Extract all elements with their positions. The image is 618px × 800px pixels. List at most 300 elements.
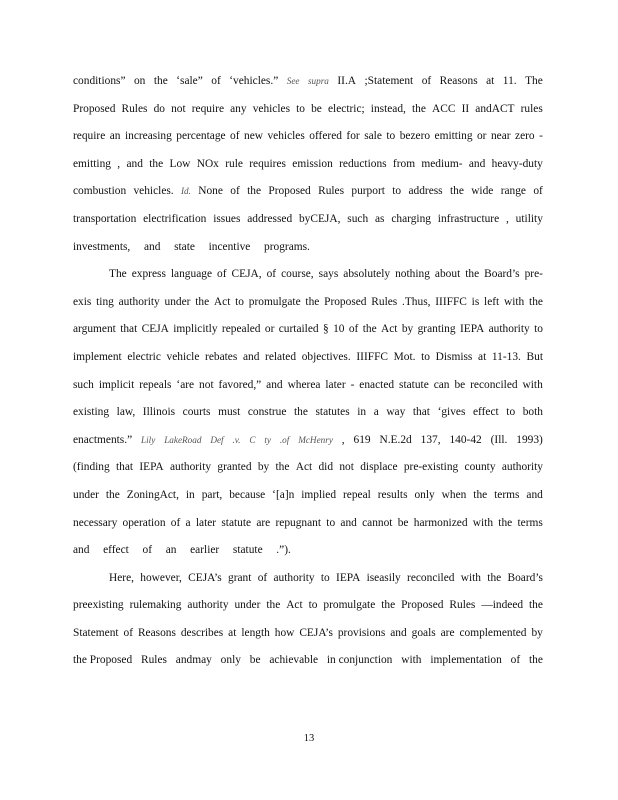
word: percentage: [176, 130, 226, 143]
word: Proposed: [73, 102, 116, 115]
word: the: [247, 185, 262, 198]
word: None: [198, 185, 223, 198]
word: on: [133, 75, 146, 87]
word: not: [171, 102, 186, 115]
word: LakeRoad: [164, 434, 202, 445]
word: promulgate: [323, 599, 376, 612]
word: or: [476, 130, 487, 143]
word: addressed: [247, 212, 293, 225]
word: vehicles: [252, 102, 291, 115]
word: ‘are: [176, 378, 195, 391]
word: results: [377, 488, 408, 501]
word: reconciled: [470, 378, 518, 391]
word: length: [241, 626, 270, 639]
word: ‘sale”: [176, 75, 203, 87]
word: CEJA’s: [299, 626, 333, 639]
text-line: [73, 510, 543, 538]
word: the: [153, 75, 168, 87]
text-line: [73, 565, 543, 593]
word: favored,”: [218, 378, 262, 391]
word: rulemaking: [129, 599, 182, 612]
word: of: [123, 626, 133, 639]
word: utility: [515, 212, 543, 225]
word: operation: [122, 516, 166, 529]
word: IEPA: [139, 461, 164, 474]
word: necessary: [73, 516, 118, 529]
word: that: [116, 461, 134, 474]
word: promulgate: [248, 295, 301, 308]
word: emitting: [73, 157, 111, 170]
word: implicitly: [173, 323, 218, 336]
word: of: [211, 75, 221, 87]
word: not: [339, 461, 354, 474]
word: Lily: [141, 434, 156, 445]
word: the: [412, 102, 426, 115]
word: Act: [295, 461, 313, 474]
word: under: [234, 599, 261, 612]
word: ZoningAct,: [126, 488, 179, 501]
word: are: [256, 516, 271, 529]
word: says: [318, 268, 339, 281]
body-text: [73, 68, 543, 675]
word: C: [249, 434, 256, 445]
word: can: [433, 378, 450, 391]
word: in: [185, 488, 195, 501]
text-line: [73, 372, 543, 400]
word: in conjunction: [326, 654, 393, 667]
word: medium-: [421, 157, 463, 170]
word: .Thus,: [402, 295, 431, 308]
word: ‘vehicles.”: [229, 75, 279, 87]
word: the: [266, 599, 281, 612]
word: 619: [353, 433, 371, 446]
text-line: [73, 206, 543, 234]
word: investments,: [73, 240, 131, 253]
word: any: [230, 102, 247, 115]
word: of: [217, 268, 227, 281]
word: rebates: [205, 350, 238, 363]
text-line: [73, 620, 543, 648]
word: harmonized: [413, 516, 468, 529]
word: of: [266, 268, 277, 281]
word: vehicles.: [133, 185, 174, 198]
word: achievable: [269, 654, 319, 667]
word: range: [500, 185, 526, 198]
word: authority: [501, 461, 543, 474]
word: the: [149, 157, 164, 170]
word: the: [465, 268, 480, 281]
word: Rules: [141, 654, 167, 667]
word: See: [286, 76, 300, 86]
word: charging: [391, 212, 431, 225]
word: the: [305, 295, 320, 308]
word: authority: [169, 461, 212, 474]
word: 10: [333, 323, 345, 336]
word: state: [174, 240, 195, 253]
word: require: [73, 130, 106, 143]
word: are: [440, 626, 455, 639]
word: preexisting: [73, 599, 124, 612]
word: The: [525, 75, 543, 87]
word: Rules: [371, 295, 398, 308]
word: implied: [301, 488, 337, 501]
text-line: [73, 592, 543, 620]
word: .”).: [276, 544, 291, 557]
word: the Proposed: [73, 654, 133, 667]
word: Proposed: [324, 295, 367, 308]
word: express: [131, 268, 166, 281]
word: granting: [417, 323, 456, 336]
word: ACC: [432, 102, 456, 115]
word: (Ill.: [490, 433, 508, 446]
word: objectives.: [301, 350, 351, 363]
word: 1993): [516, 433, 543, 446]
word: incentive: [208, 240, 251, 253]
word: implement: [73, 350, 122, 363]
word: as: [374, 212, 385, 225]
word: ,: [117, 157, 121, 170]
word: courts: [182, 406, 211, 419]
word: with: [522, 378, 543, 391]
word: to: [506, 406, 516, 419]
word: CEJA’s: [188, 571, 222, 584]
word: IIIFFC: [435, 295, 467, 308]
word: infrastructure: [437, 212, 500, 225]
word: enacted: [359, 378, 395, 391]
word: complemented: [459, 626, 527, 639]
text-line: [73, 151, 543, 179]
word: and: [143, 240, 161, 253]
word: the: [487, 571, 502, 584]
word: increasing: [124, 130, 172, 143]
word: with: [401, 654, 422, 667]
word: .v.: [232, 434, 241, 445]
word: repeal: [343, 488, 371, 501]
word: be: [397, 516, 409, 529]
word: wide: [471, 185, 494, 198]
word: did: [318, 461, 334, 474]
word: such: [347, 212, 369, 225]
word: effect: [472, 406, 499, 419]
word: to: [534, 323, 543, 336]
word: conditions”: [73, 75, 126, 87]
word: Mot.: [393, 350, 416, 363]
word: later: [195, 516, 217, 529]
word: be: [249, 654, 261, 667]
word: be: [311, 102, 322, 115]
word: to: [386, 130, 396, 143]
word: the: [293, 406, 308, 419]
word: programs.: [264, 240, 310, 253]
word: Statement: [73, 626, 119, 639]
word: under: [164, 295, 191, 308]
word: emitting: [434, 130, 473, 143]
word: goals: [411, 626, 436, 639]
word: and: [390, 626, 407, 639]
text-line: [73, 123, 543, 151]
word: of: [230, 185, 240, 198]
word: later: [325, 378, 346, 391]
word: of: [142, 544, 153, 557]
word: emission: [292, 157, 333, 170]
word: §: [322, 323, 329, 336]
text-line: [73, 96, 543, 124]
word: the: [105, 488, 120, 501]
word: Proposed: [268, 185, 311, 198]
word: 11.: [502, 75, 517, 87]
word: instead,: [370, 102, 406, 115]
text-line: [73, 427, 543, 455]
word: the: [529, 295, 543, 308]
word: of: [170, 516, 181, 529]
word: nothing: [395, 268, 430, 281]
word: only: [414, 488, 435, 501]
word: repealed: [221, 323, 261, 336]
word: rules: [520, 102, 543, 115]
word: pre-existing: [403, 461, 459, 474]
word: to: [320, 571, 330, 584]
word: the: [195, 295, 210, 308]
word: andACT: [475, 102, 515, 115]
word: and: [340, 516, 357, 529]
word: ting: [96, 295, 114, 308]
word: ,: [505, 212, 509, 225]
word: wherea: [287, 378, 321, 391]
word: and: [242, 350, 260, 363]
word: existing: [73, 406, 110, 419]
word: not: [199, 378, 214, 391]
word: must: [218, 406, 241, 419]
word: 140-42: [449, 433, 482, 446]
word: (finding: [73, 461, 110, 474]
word: ‘[a]n: [272, 488, 295, 501]
word: -: [350, 378, 355, 391]
word: Board’s: [484, 268, 520, 281]
text-line: [73, 261, 543, 289]
word: purport: [351, 185, 385, 198]
word: Def: [210, 434, 224, 445]
word: Rules: [449, 599, 476, 612]
word: to: [235, 295, 244, 308]
word: issues: [213, 212, 241, 225]
text-line: [73, 537, 543, 565]
word: -: [539, 130, 543, 143]
word: course,: [281, 268, 314, 281]
word: the: [529, 599, 543, 612]
word: repeals: [139, 378, 172, 391]
word: implicit: [98, 378, 135, 391]
word: statute: [221, 516, 252, 529]
word: statutes: [315, 406, 350, 419]
word: requires: [249, 157, 286, 170]
word: construe: [247, 406, 287, 419]
word: near: [490, 130, 511, 143]
word: of: [230, 130, 240, 143]
word: cannot: [362, 516, 393, 529]
word: effect: [103, 544, 129, 557]
word: absolutely: [343, 268, 391, 281]
word: bezero: [399, 130, 431, 143]
word: grant: [228, 571, 252, 584]
word: Low: [169, 157, 191, 170]
word: andmay: [175, 654, 212, 667]
word: ‘gives: [437, 406, 466, 419]
word: Dismiss: [435, 350, 473, 363]
word: or: [264, 323, 275, 336]
word: of: [348, 323, 359, 336]
word: a: [185, 516, 191, 529]
word: that: [120, 323, 138, 336]
word: rule: [225, 157, 243, 170]
word: to: [421, 350, 431, 363]
word: of: [533, 185, 543, 198]
word: electrification: [143, 212, 207, 225]
word: and: [73, 544, 90, 557]
word: IEPA: [336, 571, 361, 584]
word: ;Statement: [364, 75, 414, 87]
word: Act: [381, 323, 398, 336]
word: iseasily: [366, 571, 401, 584]
word: byCEJA,: [298, 212, 341, 225]
word: zero: [515, 130, 535, 143]
word: 11-13.: [491, 350, 521, 363]
word: NOx: [196, 157, 219, 170]
word: electric: [127, 350, 161, 363]
word: require: [191, 102, 225, 115]
text-line: [73, 289, 543, 317]
word: combustion: [73, 185, 127, 198]
word: with: [504, 295, 525, 308]
text-line: [73, 234, 543, 262]
word: authority: [488, 323, 530, 336]
text-line: [73, 344, 543, 372]
word: reductions: [339, 157, 387, 170]
word: do: [153, 102, 165, 115]
text-line: [73, 454, 543, 482]
word: sale: [364, 130, 382, 143]
word: both: [522, 406, 543, 419]
word: Illinois: [142, 406, 176, 419]
word: the: [449, 185, 464, 198]
text-line: [73, 178, 543, 206]
word: McHenry: [298, 434, 333, 445]
word: reconciled: [407, 571, 455, 584]
word: ,: [341, 433, 345, 446]
word: Act: [213, 295, 231, 308]
word: in: [357, 406, 367, 419]
word: and: [266, 378, 283, 391]
word: curtailed: [278, 323, 319, 336]
word: provisions: [337, 626, 386, 639]
word: is: [471, 295, 480, 308]
word: exis: [73, 295, 92, 308]
word: for: [346, 130, 360, 143]
word: the: [381, 599, 396, 612]
word: Board’s: [507, 571, 543, 584]
word: vehicles: [267, 130, 305, 143]
word: 137,: [420, 433, 441, 446]
word: The: [109, 268, 127, 281]
word: new: [244, 130, 263, 143]
text-line: [73, 399, 543, 427]
word: II: [461, 102, 470, 115]
word: only: [220, 654, 241, 667]
word: Rules: [318, 185, 345, 198]
word: granted: [217, 461, 252, 474]
word: the: [498, 516, 513, 529]
word: the: [275, 461, 290, 474]
text-line: [73, 316, 543, 344]
word: terms: [494, 488, 520, 501]
word: transportation: [73, 212, 137, 225]
word: at: [486, 75, 495, 87]
word: earlier: [190, 544, 220, 557]
word: that: [412, 406, 430, 419]
word: of: [257, 571, 268, 584]
word: language: [170, 268, 213, 281]
word: argument: [73, 323, 116, 336]
word: and: [526, 488, 543, 501]
word: Act: [286, 599, 303, 612]
word: terms: [517, 516, 543, 529]
word: related: [265, 350, 297, 363]
word: from: [392, 157, 416, 170]
word: —indeed: [481, 599, 524, 612]
word: left: [484, 295, 500, 308]
word: be: [454, 378, 466, 391]
word: authority: [118, 295, 160, 308]
word: an: [109, 130, 121, 143]
word: vehicle: [166, 350, 200, 363]
word: authority: [187, 599, 229, 612]
text-line: [73, 68, 543, 96]
word: Rules: [121, 102, 148, 115]
word: supra: [307, 76, 329, 86]
word: part,: [201, 488, 223, 501]
page-number: 13: [303, 733, 315, 744]
word: law,: [116, 406, 136, 419]
word: offered: [309, 130, 342, 143]
word: pre-: [524, 268, 543, 281]
word: the: [473, 488, 488, 501]
word: describes: [180, 626, 224, 639]
word: at: [228, 626, 237, 639]
word: with: [460, 571, 482, 584]
word: Reasons: [439, 75, 478, 87]
word: heavy-duty: [491, 157, 543, 170]
word: N.E.2d: [379, 433, 412, 446]
word: electric;: [327, 102, 365, 115]
word: of: [510, 654, 521, 667]
word: IEPA: [459, 323, 485, 336]
word: because: [229, 488, 266, 501]
word: II.A: [337, 75, 357, 87]
word: .of: [279, 434, 290, 445]
word: Here,: [109, 571, 134, 584]
word: Proposed: [401, 599, 444, 612]
word: by: [401, 323, 414, 336]
word: to: [296, 102, 305, 115]
word: to: [326, 516, 336, 529]
word: such: [73, 378, 94, 391]
word: address: [408, 185, 443, 198]
text-line: [73, 482, 543, 510]
word: IIIFFC: [356, 350, 389, 363]
word: by: [257, 461, 270, 474]
word: repugnant: [275, 516, 322, 529]
text-line: [73, 647, 543, 675]
word: how: [274, 626, 295, 639]
